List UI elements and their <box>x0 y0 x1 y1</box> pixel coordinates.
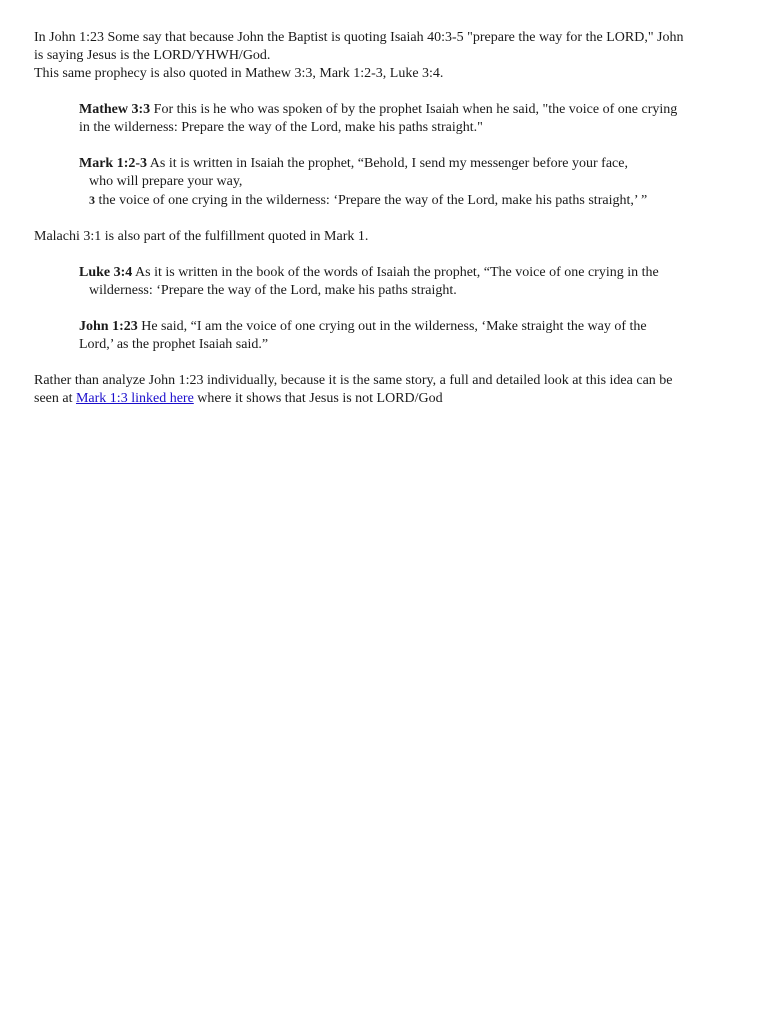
conclusion-prefix: seen at <box>34 391 76 406</box>
intro-line-2: is saying Jesus is the LORD/YHWH/God. <box>34 48 271 63</box>
intro-line-1: In John 1:23 Some say that because John the Baptist is quoting Isaiah 40:3-5 "prepare the way for the LORD," John <box>34 30 684 45</box>
mathew-line-2: in the wilderness: Prepare the way of the Lord, make his paths straight." <box>79 120 483 135</box>
john-ref: John 1:23 <box>79 319 138 334</box>
conclusion-line-2 <box>34 390 738 408</box>
malachi-note: Malachi 3:1 is also part of the fulfillment quoted in Mark 1. <box>34 229 369 244</box>
luke-line-1 <box>79 264 738 282</box>
conclusion-line-1: Rather than analyze John 1:23 individually, because it is the same story, a full and detailed look at this idea can be <box>34 373 673 388</box>
luke-ref: Luke 3:4 <box>79 265 133 280</box>
luke-line-2: wilderness: ‘Prepare the way of the Lord, make his paths straight. <box>89 283 457 298</box>
john-line-2: Lord,’ as the prophet Isaiah said.” <box>79 337 269 352</box>
mathew-ref: Mathew 3:3 <box>79 102 151 117</box>
luke-text-1: As it is written in the book of the words of Isaiah the prophet, “The voice of one crying in the <box>132 265 659 280</box>
document-page <box>34 29 738 408</box>
mark-verse-number: 3 <box>89 193 95 207</box>
mark-line-2: who will prepare your way, <box>89 174 243 189</box>
luke-quote <box>79 264 738 300</box>
intro-line-3: This same prophecy is also quoted in Mathew 3:3, Mark 1:2-3, Luke 3:4. <box>34 66 444 81</box>
mark-1-3-link[interactable]: Mark 1:3 linked here <box>75 391 194 406</box>
john-text-1: He said, “I am the voice of one crying out in the wilderness, ‘Make straight the way of the <box>137 319 647 334</box>
john-line-1 <box>79 318 738 336</box>
mathew-text-1: For this is he who was spoken of by the prophet Isaiah when he said, "the voice of one crying <box>150 102 678 117</box>
mark-quote <box>79 155 738 210</box>
mark-ref: Mark 1:2-3 <box>79 156 148 171</box>
mathew-quote <box>79 101 738 137</box>
mark-text-3: the voice of one crying in the wilderness: ‘Prepare the way of the Lord, make his paths straight,’ ” <box>95 193 648 208</box>
mark-text-1: As it is written in Isaiah the prophet, “Behold, I send my messenger before your face, <box>147 156 628 171</box>
mark-line-1 <box>79 155 738 173</box>
mathew-line-1 <box>79 101 738 119</box>
intro-paragraph <box>34 29 738 83</box>
conclusion-suffix: where it shows that Jesus is not LORD/God <box>193 391 443 406</box>
john-quote <box>79 318 738 354</box>
mark-line-3 <box>79 191 738 210</box>
conclusion-paragraph <box>34 372 738 408</box>
